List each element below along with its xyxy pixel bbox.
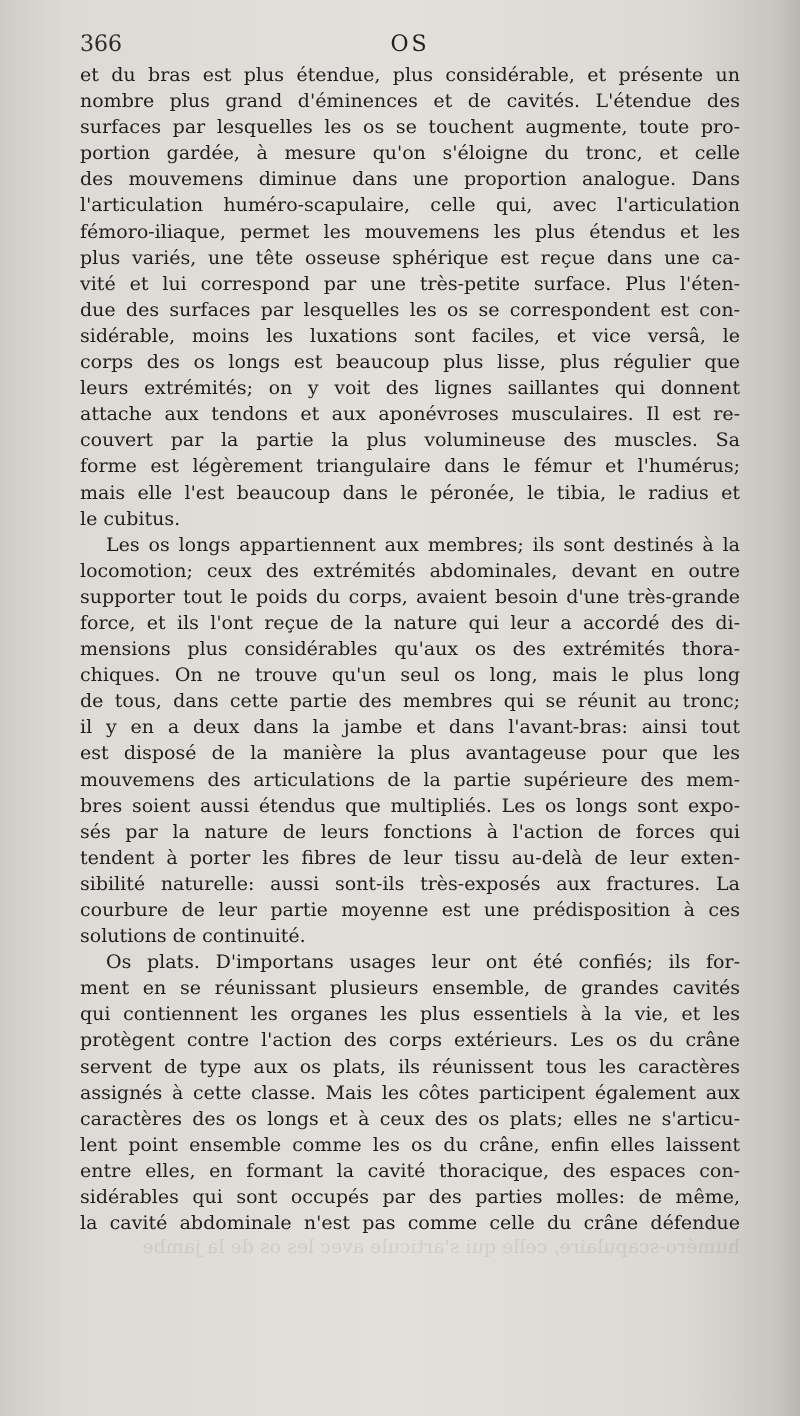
text-line: et du bras est plus étendue, plus considérable, et présente un [80,64,740,86]
text-line: Les os longs appartiennent aux membres; ils sont destinés à la [106,533,740,556]
text-line: le cubitus. [80,507,181,530]
text-line: vité et lui correspond par une très-petite surface. Plus l'éten- [80,272,740,295]
text-line: de tous, dans cette partie des membres qui se réunit au tronc; [80,690,740,713]
text-line: l'articulation huméro-scapulaire, celle qui, avec l'articulation [80,194,740,217]
text-line: sibilité naturelle: aussi sont-ils très-exposés aux fractures. La [80,872,740,895]
text-line: est disposé de la manière la plus avantageuse pour que les [80,742,740,765]
text-line: sidérables qui sont occupés par des parties molles: de même, [80,1186,740,1209]
text-line: courbure de leur partie moyenne est une prédisposition à ces [80,899,740,921]
text-line: supporter tout le poids du corps, avaient besoin d'une très-grande [80,585,740,608]
text-line: solutions de continuité. [80,925,306,948]
text-line: surfaces par lesquelles les os se touchent augmente, toute pro- [80,116,740,139]
text-body [80,62,740,1236]
text-line: attache aux tendons et aux aponévroses musculaires. Il est re- [80,403,740,426]
page-number: 366 [80,32,122,57]
text-line: des mouvemens diminue dans une proportion analogue. Dans [80,168,740,191]
text-line: mensions plus considérables qu'aux os des extrémités thora- [80,638,740,661]
text-line: il y en a deux dans la jambe et dans l'avant-bras: ainsi tout [80,716,740,739]
text-line: servent de type aux os plats, ils réunissent tous les caractères [80,1055,740,1078]
text-line: qui contiennent les organes les plus essentiels à la vie, et les [80,1003,740,1026]
text-line: entre elles, en formant la cavité thoracique, des espaces con- [80,1159,740,1182]
text-line: assignés à cette classe. Mais les côtes participent également aux [80,1081,740,1104]
text-line: chiques. On ne trouve qu'un seul os long, mais le plus long [80,664,740,687]
text-line: protègent contre l'action des corps extérieurs. Les os du crâne [80,1029,740,1052]
text-line: bres soient aussi étendus que multipliés. Les os longs sont expo- [80,794,740,817]
text-line: locomotion; ceux des extrémités abdominales, devant en outre [80,559,740,582]
text-line: forme est légèrement triangulaire dans le fémur et l'humérus; [80,455,740,478]
paragraph [80,62,740,532]
paragraph [80,949,740,1236]
text-line: plus variés, une tête osseuse sphérique est reçue dans une ca- [80,246,740,269]
paragraph [80,532,740,950]
show-through-text: huméro-scapulaire, celle qui s'articule avec les os de la jambe [142,1236,740,1258]
text-line: sidérable, moins les luxations sont faciles, et vice versâ, le [80,324,740,347]
text-line: mais elle l'est beaucoup dans le péronée, le tibia, le radius et [80,481,740,504]
text-line: tendent à porter les fibres de leur tissu au-delà de leur exten- [80,846,740,869]
text-line: force, et ils l'ont reçue de la nature qui leur a accordé des di- [80,611,740,634]
running-title: OS [390,32,430,57]
text-line: leurs extrémités; on y voit des lignes saillantes qui donnent [80,377,740,400]
text-line: corps des os longs est beaucoup plus lisse, plus régulier que [80,351,740,374]
text-line: la cavité abdominale n'est pas comme celle du crâne défendue [80,1212,740,1235]
text-line: caractères des os longs et à ceux des os plats; elles ne s'articu- [80,1107,740,1130]
text-line: mouvemens des articulations de la partie supérieure des mem- [80,768,740,791]
text-line: due des surfaces par lesquelles les os se correspondent est con- [80,298,740,321]
text-line: lent point ensemble comme les os du crâne, enfin elles laissent [80,1133,740,1156]
text-line: portion gardée, à mesure qu'on s'éloigne du tronc, et celle [80,142,740,165]
text-line: fémoro-iliaque, permet les mouvemens les plus étendus et les [80,220,740,243]
text-line: Os plats. D'importans usages leur ont été confiés; ils for- [106,951,740,974]
text-line: couvert par la partie la plus volumineuse des muscles. Sa [80,429,740,452]
text-line: nombre plus grand d'éminences et de cavités. L'étendue des [80,90,740,113]
text-line: ment en se réunissant plusieurs ensemble, de grandes cavités [80,977,740,1000]
text-line: sés par la nature de leurs fonctions à l'action de forces qui [80,820,740,843]
running-head [80,32,740,62]
